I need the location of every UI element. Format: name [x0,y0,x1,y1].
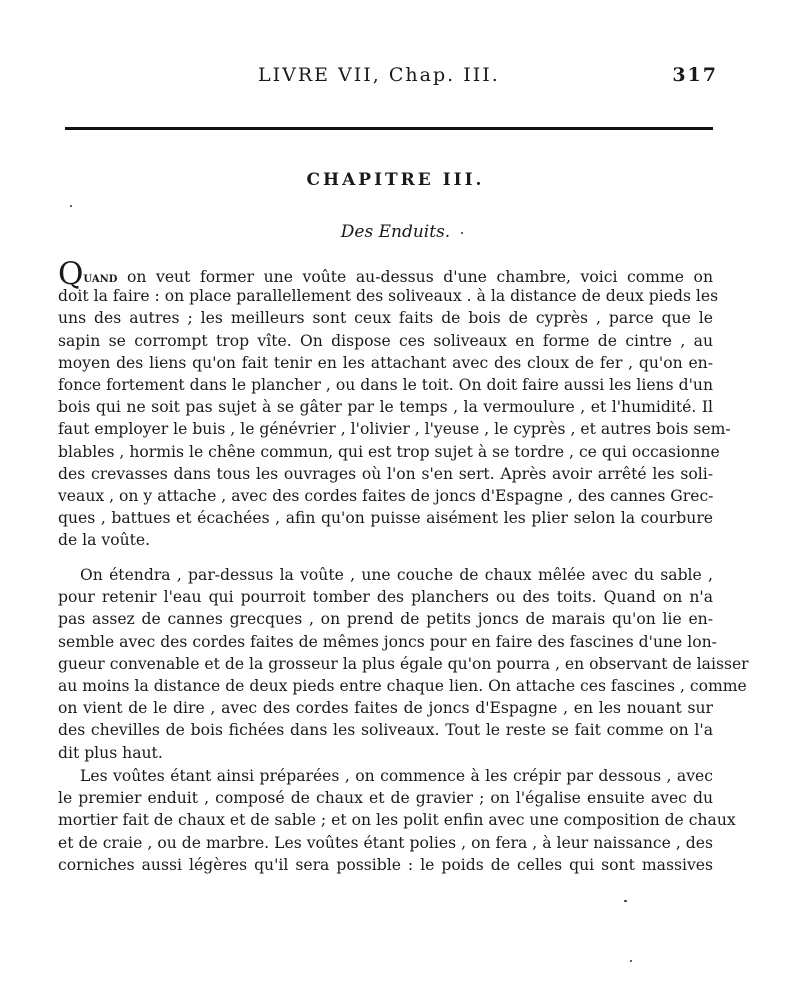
text-line: doit la faire : on place parallellement des soliveaux . à la distance de deux pieds les [58,287,719,306]
text-line: pour retenir l'eau qui pourroit tomber des planchers ou des toits. Quand on n'a [58,588,713,607]
text-line: de la voûte. [58,531,151,550]
text-line: bois qui ne soit pas sujet à se gâter par le temps , la vermoulure , et l'humidité. Il [58,398,713,417]
text-line: faut employer le buis , le génévrier , l'olivier , l'yeuse , le cyprès , et autres bois sem- [58,420,731,439]
chapter-title: CHAPITRE III. [306,170,485,190]
text-line: et de craie , ou de marbre. Les voûtes étant polies , on fera , à leur naissance , des [58,833,713,852]
page-number: 317 [672,64,718,86]
text-line: gueur convenable et de la grosseur la plus égale qu'on pourra , en observant de laisser [58,654,749,673]
text-line: au moins la distance de deux pieds entre chaque lien. On attache ces fascines , comme [58,676,747,695]
header-rule [65,127,713,130]
text-line: veaux , on y attache , avec des cordes faites de joncs d'Espagne , des cannes Grec- [58,486,714,505]
ink-speck [630,960,632,962]
text-line: semble avec des cordes faites de mêmes joncs pour en faire des fascines d'une lon- [58,632,717,651]
ink-speck [461,232,463,234]
text-line: des crevasses dans tous les ouvrages où l'on s'en sert. Après avoir arrêté les soli- [58,464,713,483]
text-line: sapin se corrompt trop vîte. On dispose ces soliveaux en forme de cintre , au [58,331,713,350]
text-line: Quand on veut former une voûte au-dessus d'une chambre, voici comme on [58,256,713,292]
text-line: fonce fortement dans le plancher , ou dans le toit. On doit faire aussi les liens d'un [58,375,713,394]
text-line: des chevilles de bois fichées dans les soliveaux. Tout le reste se fait comme on l'a [58,721,713,740]
paragraph-2 [58,564,749,764]
text-line: mortier fait de chaux et de sable ; et on les polit enfin avec une composition de chaux [58,811,736,830]
running-title: LIVRE VII, Chap. III. [258,64,500,86]
text-line: blables , hormis le chêne commun, qui est trop sujet à se tordre , ce qui occasionne [58,442,720,461]
text-line: dit plus haut. [58,743,163,762]
text-line: corniches aussi légères qu'il sera possible : le poids de celles qui sont massives [58,855,713,874]
text-line: On étendra , par-dessus la voûte , une couche de chaux mêlée avec du sable , [80,566,713,584]
ink-speck [70,205,72,207]
running-head [258,64,718,94]
small-caps-word: uand [83,270,118,286]
text-line: pas assez de cannes grecques , on prend de petits joncs de marais qu'on lie en- [58,610,713,629]
drop-cap: Q [58,256,84,292]
ink-speck [624,900,627,902]
text-line: on vient de le dire , avec des cordes faites de joncs d'Espagne , en les nouant sur [58,699,713,718]
text-line: uns des autres ; les meilleurs sont ceux faits de bois de cyprès , parce que le [58,309,713,328]
paragraph-3 [58,765,736,876]
text-line: le premier enduit , composé de chaux et de gravier ; on l'égalise ensuite avec du [58,789,713,808]
section-title: Des Enduits. [340,222,451,242]
text-line: Les voûtes étant ainsi préparées , on commence à les crépir par dessous , avec [80,767,713,785]
text-line: moyen des liens qu'on fait tenir en les attachant avec des cloux de fer , qu'on en- [58,353,713,372]
paragraph-1 [58,256,731,551]
text-line: ques , battues et écachées , afin qu'on puisse aisément les plier selon la courbure [58,509,713,528]
